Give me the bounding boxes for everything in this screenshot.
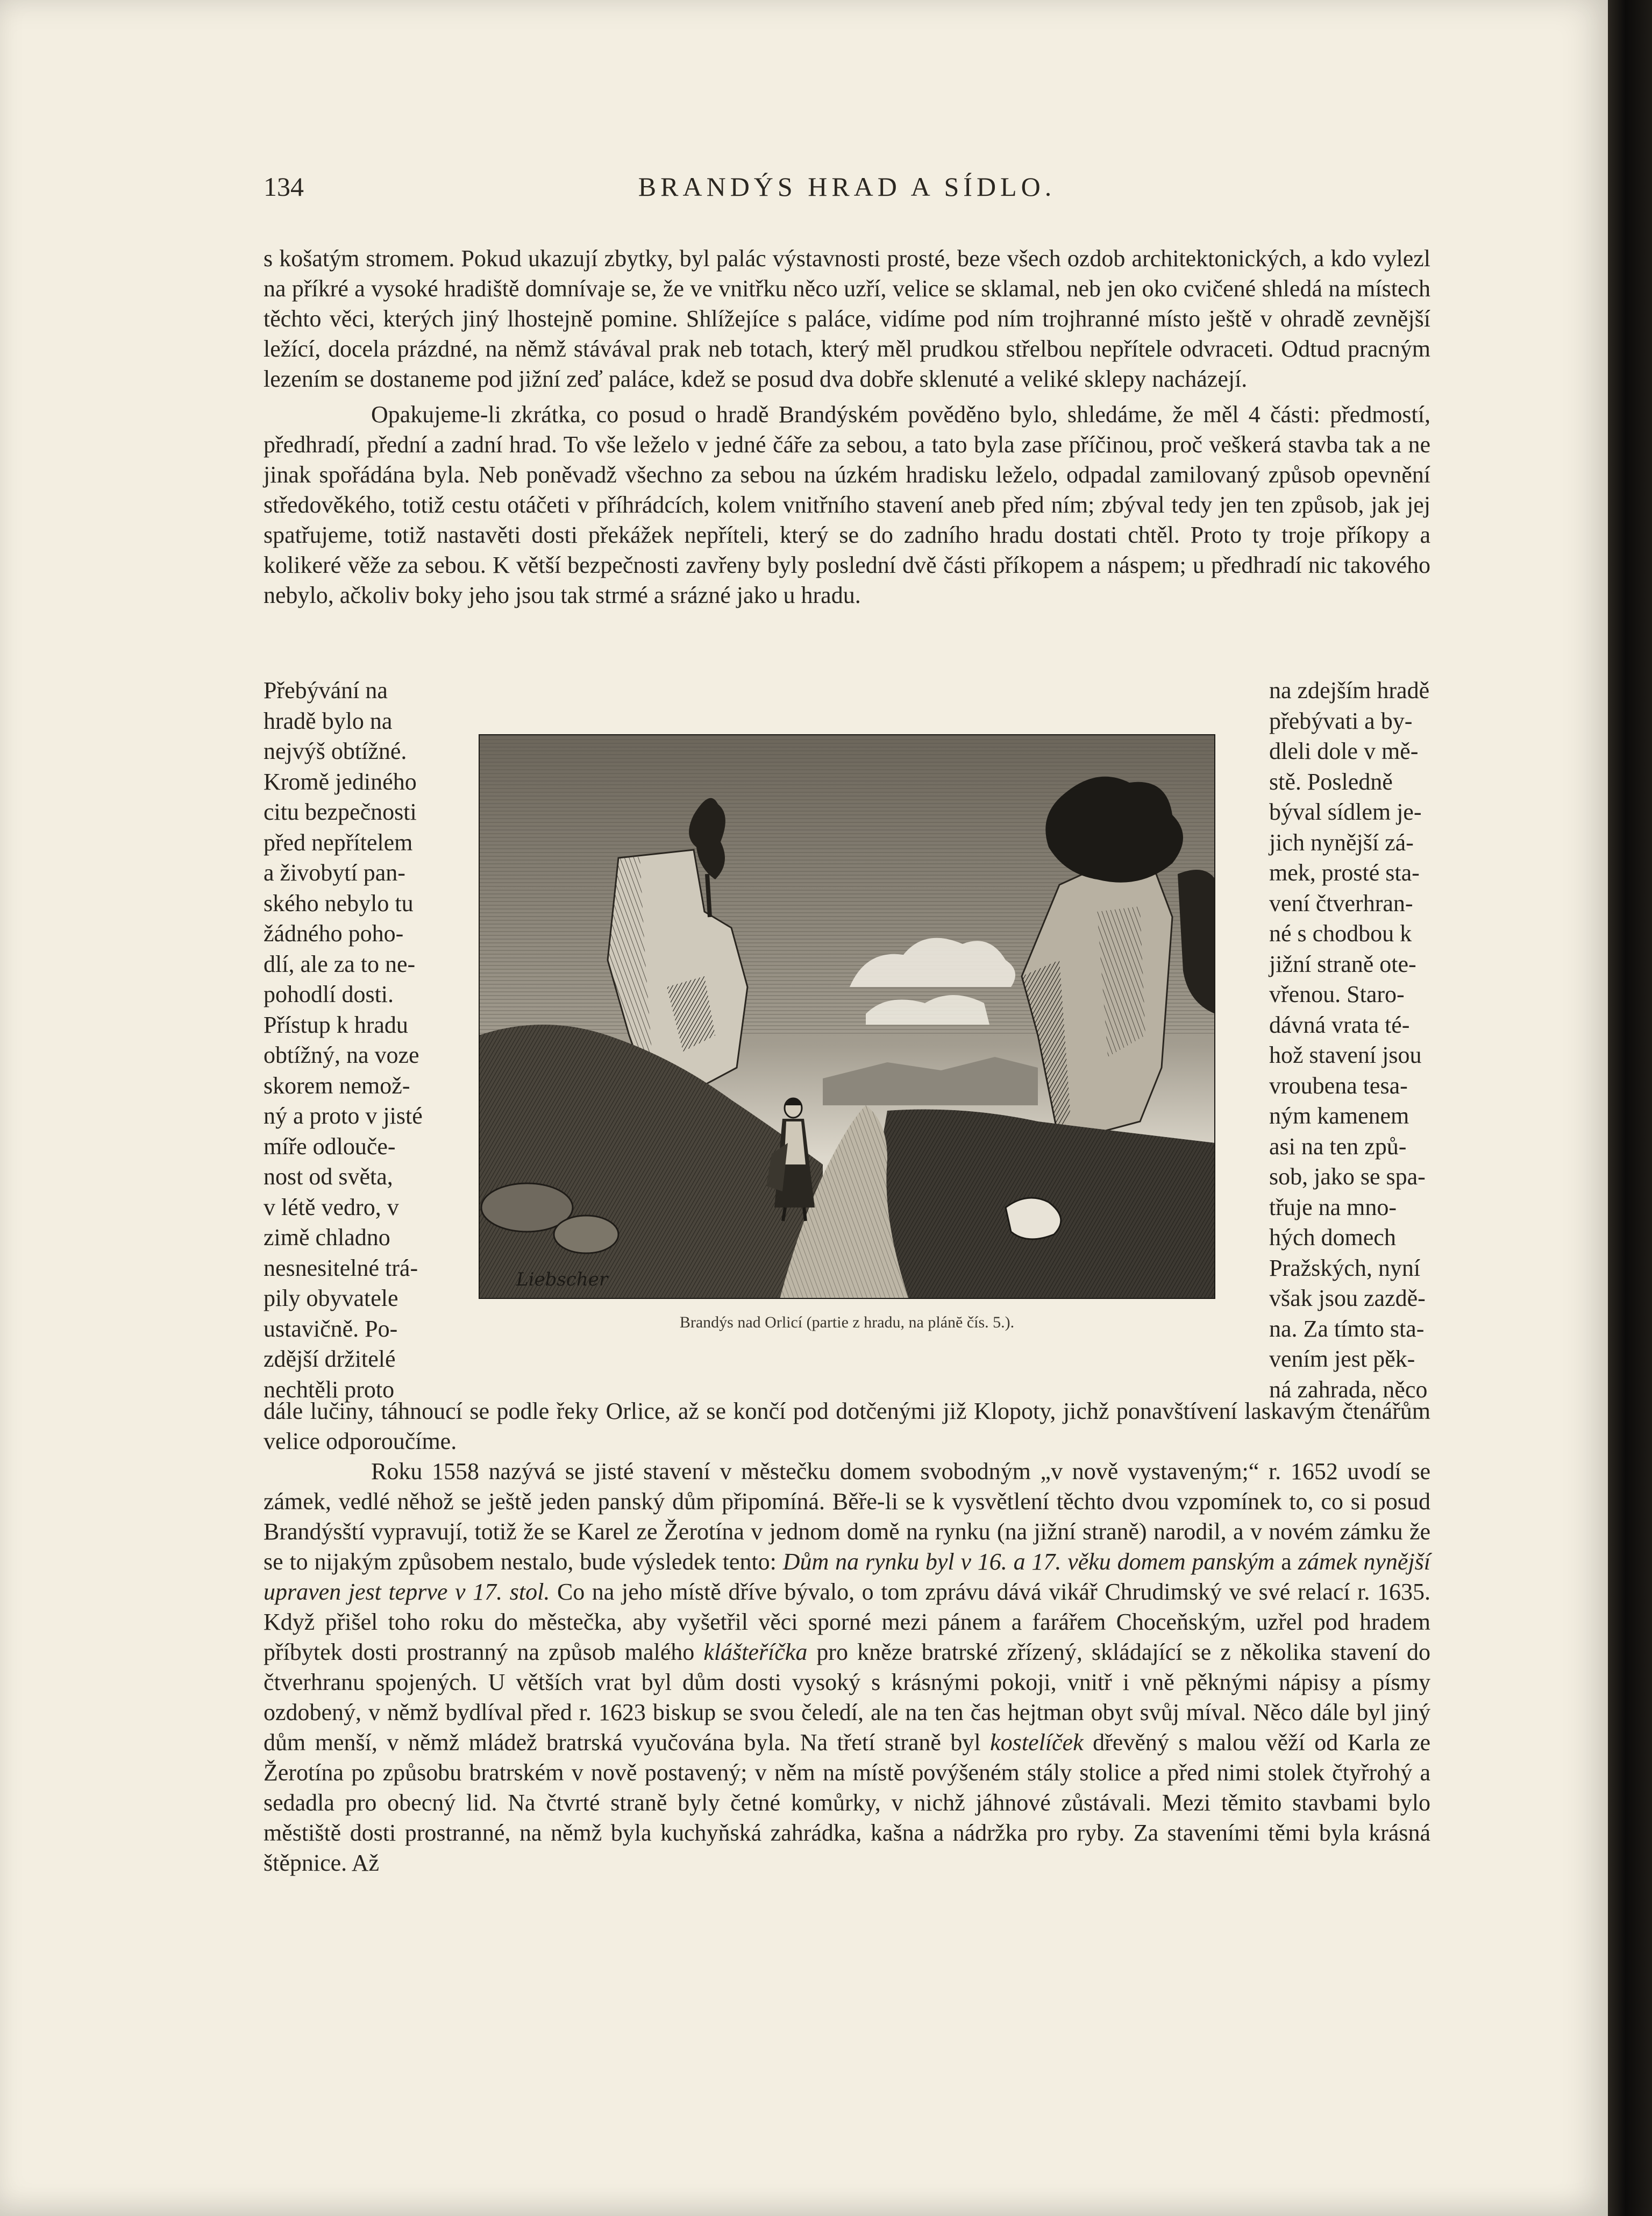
paragraph-3 [264, 1457, 1430, 1878]
right-line: třuje na mno- [1269, 1194, 1397, 1220]
right-line: ná zahrada, něco [1269, 1376, 1428, 1403]
left-line: pohodlí dosti. [264, 981, 394, 1007]
para3-italic: klášteříčka [703, 1639, 808, 1665]
right-line: býval sídlem je- [1269, 799, 1422, 825]
left-line: ského nebylo tu [264, 890, 414, 917]
left-line: Přístup k hradu [264, 1011, 408, 1038]
para3-italic: kostelíček [990, 1729, 1084, 1756]
right-line: vení čtverhran- [1269, 890, 1413, 917]
left-line: a živobytí pan- [264, 860, 405, 886]
tree-right [1045, 777, 1183, 883]
artist-signature: Liebscher [516, 1269, 608, 1290]
left-line: skorem nemož- [264, 1072, 410, 1099]
right-line: stě. Posledně [1269, 768, 1393, 795]
figure-caption: Brandýs nad Orlicí (partie z hradu, na plánĕ čís. 5.). [679, 1313, 1015, 1331]
bottom-text-block [264, 1396, 1430, 1878]
left-line: Přebývání na [264, 677, 388, 704]
paragraph-2: Opakujeme-li zkrátka, co posud o hradě Brandýském pověděno bylo, shledáme, že měl 4 části: předmostí, předhradí, přední a zadní hrad. To vše leželo v jedné čáře za sebou, a tato byla zase příčinou, proč veškerá stavba tak a ne jinak spořádána byla. Neb poněvadž všechno za sebou na úzkém hradisku leželo, odpadal zamilovaný způsob opevnění středověkého, totiž cestu otáčeti v příhrádcích, kolem vnitřního stavení aneb před ním; zbýval tedy jen ten způsob, jak jej spatřujeme, totiž nastavěti dosti překážek nepříteli, který se do zadního hradu dostati chtěl. Proto ty troje příkopy a kolikeré věže za sebou. K větší bezpečnosti zavřeny byly poslední dvě části příkopem a náspem; u předhradí nic takového nebylo, ačkoliv boky jeho jsou tak strmé a srázné jako u hradu. [264, 401, 1430, 608]
para3-italic: zámek nynější upraven jest teprve v 17. stol. [264, 1549, 1431, 1605]
right-line: ným kamenem [1269, 1103, 1409, 1129]
left-line: ný a proto v jisté [264, 1103, 423, 1129]
right-column [1269, 676, 1430, 1405]
left-line: obtížný, na voze [264, 1042, 419, 1068]
right-line: dávná vrata té- [1269, 1011, 1410, 1038]
right-line: dleli dole v mě- [1269, 738, 1419, 764]
right-line: Pražských, nyní [1269, 1254, 1421, 1281]
left-line: míře odlouče- [264, 1133, 396, 1160]
para3-text: dřevěný s malou věží od Karla ze Žerotína po způsobu bratrském v nově postavený; v něm na místě povýšeném stály stolice a před nimi stolek čtyřrohý a sedadla pro obecný lid. Na čtvrté straně byly četné komůrky, v nichž jáhnové zůstávali. Mezi těmito stavbami bylo městiště dosti prostranné, na němž byla kuchyňská zahrádka, kašna a nádržka pro ryby. Za staveními těmi byla krásná štěpnice. Až [264, 1729, 1431, 1876]
paragraph-1: s košatým stromem. Pokud ukazují zbytky, byl palác výstavnosti prosté, beze všech ozdob architektonických, a kdo vylezl na příkré a vysoké hradiště domnívaje se, že ve vnitřku něco uzří, velice se sklamal, neb jen oko cvičené shledá na místech těchto věci, kterých jiný lhostejně pomine. Shlížejíce s paláce, vidíme pod ním trojhranné místo ještě v ohradě zevnější ležící, docela prázdné, na němž stávával prak neb totach, který měl prudkou střelbou nepřítele odvraceti. Odtud pracným lezením se dostaneme pod jižní zeď paláce, kdež se posud dva dobře sklenuté a veliké sklepy nacházejí. [264, 245, 1430, 392]
para3-text: Roku 1558 nazývá se jisté stavení v městečku domem svobodným „v nově vystaveným;“ r. 1652 uvodí se zámek, vedlé něhož se ještě jeden panský dům připomíná. Běře-li se k vysvětlení těchto dvou vzpomínek to, co si posud Brandýsští vypravují, totiž že se Karel ze Žerotína v jednom domě na rynku (na jižní straně) narodil, a v novém zámku že se to nijakým způsobem nestalo, bude výsledek tento: [264, 1458, 1430, 1575]
right-line: vroubena tesa- [1269, 1072, 1408, 1099]
tree-trunk [707, 874, 710, 917]
right-line: sob, jako se spa- [1269, 1163, 1426, 1190]
page-header [264, 171, 1430, 209]
right-line: na zdejším hradě [1269, 677, 1430, 704]
running-title: BRANDÝS HRAD A SÍDLO. [638, 172, 1056, 202]
right-line: vřenou. Staro- [1269, 981, 1405, 1007]
right-line: jich nynější zá- [1269, 829, 1414, 856]
left-line: žádného poho- [264, 920, 404, 947]
left-line: nejvýš obtížné. [264, 738, 407, 764]
para3-text: pro kněze bratrské zřízený, skládající se z několika stavení do čtverhranu spojených. U větších vrat byl dům dosti vysoký s krásnými pokoji, vnitř i vně pěknými nápisy a písmy ozdobený, v němž bydlíval před r. 1623 biskup se svou čeledí, ale na ten čas hejtman obyt svůj míval. Něco dále byl jiný dům menší, v němž mládež bratrská vyučována byla. Na třetí straně byl [264, 1639, 1431, 1756]
left-line: ustavičně. Po- [264, 1315, 398, 1342]
top-text-block [264, 244, 1430, 610]
page-number: 134 [264, 172, 304, 202]
left-column [264, 676, 436, 1405]
right-line: vením jest pěk- [1269, 1346, 1415, 1372]
right-line: asi na ten způ- [1269, 1133, 1407, 1160]
left-line: dlí, ale za to ne- [264, 950, 416, 977]
left-line: zdější držitelé [264, 1346, 396, 1372]
book-spine-shadow [1608, 0, 1652, 2216]
left-line: Kromě jediného [264, 768, 417, 795]
castle-ruins-engraving [479, 734, 1215, 1299]
boulder [554, 1216, 618, 1253]
right-line: hých domech [1269, 1224, 1396, 1251]
right-line: přebývati a by- [1269, 707, 1413, 734]
left-line: zimě chladno [264, 1224, 390, 1251]
para3-text: Co na jeho místě dříve bývalo, o tom zprávu dává vikář Chrudimský ve své relací r. 1635. Když přišel toho roku do městečka, aby vyšetřil věci sporné mezi pánem a farářem Choceňským, uzřel pod hradem příbytek dosti prostranný na způsob malého [264, 1579, 1430, 1665]
left-line: nost od světa, [264, 1163, 393, 1190]
right-line: jižní straně ote- [1269, 950, 1416, 977]
left-line: pily obyvatele [264, 1285, 398, 1311]
right-line: na. Za tímto sta- [1269, 1315, 1425, 1342]
right-line: né s chodbou k [1269, 920, 1412, 947]
left-line: hradě bylo na [264, 707, 393, 734]
continuation-paragraph: dále lučiny, táhnoucí se podle řeky Orlice, až se končí pod dotčenými již Klopoty, jichž ponavštívení laskavým čtenářům velice odporoučíme. [264, 1398, 1430, 1454]
right-line: mek, prosté sta- [1269, 860, 1420, 886]
left-line: nesnesitelné trá- [264, 1254, 418, 1281]
left-line: citu bezpečnosti [264, 799, 417, 825]
left-line: před nepřítelem [264, 829, 413, 856]
left-line: v létě vedro, v [264, 1194, 399, 1220]
para3-text: a [1281, 1549, 1292, 1575]
left-line: nechtěli proto [264, 1376, 395, 1403]
right-line: hož stavení jsou [1269, 1042, 1422, 1068]
para3-italic: Dům na rynku byl v 16. a 17. věku domem panským [782, 1549, 1275, 1575]
right-line: však jsou zazdě- [1269, 1285, 1426, 1311]
